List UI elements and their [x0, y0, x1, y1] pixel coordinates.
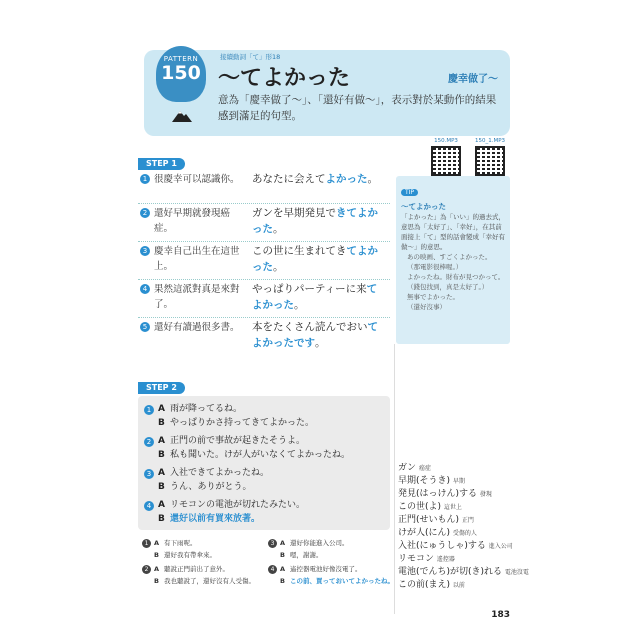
row-number: 3: [140, 246, 150, 256]
row-chinese: 還好早期就發現癌症。: [154, 208, 231, 234]
vocab-item: 正門(せいもん) 正門: [398, 515, 474, 525]
vocabulary-list: [398, 462, 529, 592]
row-japanese: 本をたくさん読んでおいてよかったです。: [252, 321, 378, 349]
qr-code-icon: [431, 146, 461, 176]
pattern-meaning: 慶幸做了〜: [448, 74, 498, 85]
vocab-item: リモコン 遙控器: [398, 554, 455, 564]
translation-line-b: B この前、買っておいてよかったね。: [280, 577, 394, 585]
row-chinese: 慶幸自己出生在這世上。: [154, 246, 240, 272]
translation-line-a: 3 A 還好你能進入公司。: [268, 538, 394, 548]
vocab-item: 早期(そうき) 早期: [398, 476, 465, 486]
tip-box: [396, 176, 510, 344]
tip-example-translation: （那電影很棒喔。）: [407, 263, 463, 271]
step2-dialogues: [138, 396, 390, 530]
dialogue-line-b: B 私も聞いた。けが人がいなくてよかったね。: [158, 450, 351, 460]
dialogue-number: 4: [144, 501, 154, 511]
qr-code-icon: [475, 146, 505, 176]
dialogue-number: 2: [144, 437, 154, 447]
step2-label: STEP 2: [138, 382, 185, 394]
row-number: 4: [140, 284, 150, 294]
translation-line-b: B 嗯，謝謝。: [280, 551, 323, 559]
tip-example: よかったね。財布が見つかって。: [407, 273, 505, 281]
row-japanese: やっぱりパーティーに来てよかった。: [252, 283, 378, 311]
vocab-item: 入社(にゅうしゃ)する 進入公司: [398, 541, 513, 551]
vocab-item: けが人(にん) 受傷的人: [398, 528, 477, 538]
pattern-badge: [156, 46, 206, 102]
tip-example: 無事でよかった。: [407, 293, 459, 301]
vocab-item: 電池(でんち)が切(き)れる 電池沒電: [398, 567, 529, 577]
translations-left: [142, 538, 255, 584]
tip-example: あの映画、すごくよかった。: [407, 253, 492, 261]
step1-row: [138, 318, 390, 356]
step1-row: [138, 204, 390, 242]
pattern-header: [144, 50, 510, 136]
dialogue-line-a: A リモコンの電池が切れたみたい。: [158, 500, 306, 510]
dialogue-line-a: A 正門の前で事故が起きたそうよ。: [158, 436, 306, 446]
audio-label-2: 150_1.MP3: [474, 138, 506, 144]
vocab-item: ガン 癌症: [398, 463, 431, 473]
dialogue-number: 1: [144, 405, 154, 415]
dialogue-line-b: B 還好以前有買來放著。: [158, 514, 261, 524]
dialogue-line-a: A 雨が降ってるね。: [158, 404, 243, 414]
audio-qr-2[interactable]: [472, 138, 508, 176]
step1-row: [138, 242, 390, 280]
pattern-description: 意為「慶幸做了〜」、「還好有做〜」，表示對於某動作的結果感到滿足的句型。: [218, 94, 497, 122]
step1-row: [138, 170, 390, 204]
row-number: 1: [140, 174, 150, 184]
step1-list: [138, 170, 390, 356]
pattern-subtitle: 接續動詞「て」形18: [220, 53, 281, 61]
row-number: 5: [140, 322, 150, 332]
column-divider: [394, 344, 395, 614]
pattern-label: PATTERN: [163, 55, 199, 63]
row-number: 2: [140, 208, 150, 218]
vocab-item: この前(まえ) 以前: [398, 580, 465, 590]
pattern-number: 150: [161, 62, 201, 84]
audio-label-1: 150.MP3: [434, 138, 458, 144]
vocab-item: この世(よ) 這世上: [398, 502, 462, 512]
tip-example-translation: （還好沒事）: [407, 303, 446, 311]
row-japanese: あなたに会えてよかった。: [252, 173, 378, 185]
translation-line-a: 4 A 遙控器電池好像沒電了。: [268, 564, 394, 574]
row-chinese: 很慶幸可以認識你。: [154, 174, 240, 185]
dialogue-line-b: B うん、ありがとう。: [158, 482, 252, 492]
step1-label: STEP 1: [138, 158, 185, 170]
row-japanese: この世に生まれてきてよかった。: [252, 245, 378, 273]
translation-line-b: B 我也聽說了，還好沒有人受傷。: [154, 577, 255, 585]
mountain-icon: [172, 108, 192, 122]
row-japanese: ガンを早期発見できてよかった。: [252, 207, 378, 235]
dialogue-line-a: A 入社できてよかったね。: [158, 468, 270, 478]
pattern-title: 〜てよかった: [218, 66, 351, 91]
page-number: 183: [491, 610, 510, 620]
translations-right: [268, 538, 394, 584]
translation-line-a: 2 A 聽說正門前出了意外。: [142, 564, 255, 574]
translation-line-b: B 還好我有帶傘來。: [154, 551, 216, 559]
dialogue-number: 3: [144, 469, 154, 479]
tip-explanation: 「よかった」為「いい」的過去式，意思為「太好了」、「幸好」，在其前面接上「て」型的話會變成「幸好有做〜」的意思。: [401, 213, 505, 251]
vocab-item: 発見(はっけん)する 發現: [398, 489, 492, 499]
audio-qr-1[interactable]: [428, 138, 464, 176]
tip-tag: TIP: [401, 189, 418, 196]
row-chinese: 還好有讀過很多書。: [154, 322, 240, 333]
step1-row: [138, 280, 390, 318]
book-page: [138, 34, 529, 620]
tip-heading: 〜てよかった: [401, 202, 446, 211]
row-chinese: 果然這派對真是來對了。: [154, 284, 240, 310]
tip-example-translation: （錢包找到，真是太好了。）: [407, 283, 489, 291]
dialogue-line-b: B やっぱりかさ持ってきてよかった。: [158, 418, 315, 428]
translation-line-a: 1 A 有下雨呢。: [142, 538, 255, 548]
